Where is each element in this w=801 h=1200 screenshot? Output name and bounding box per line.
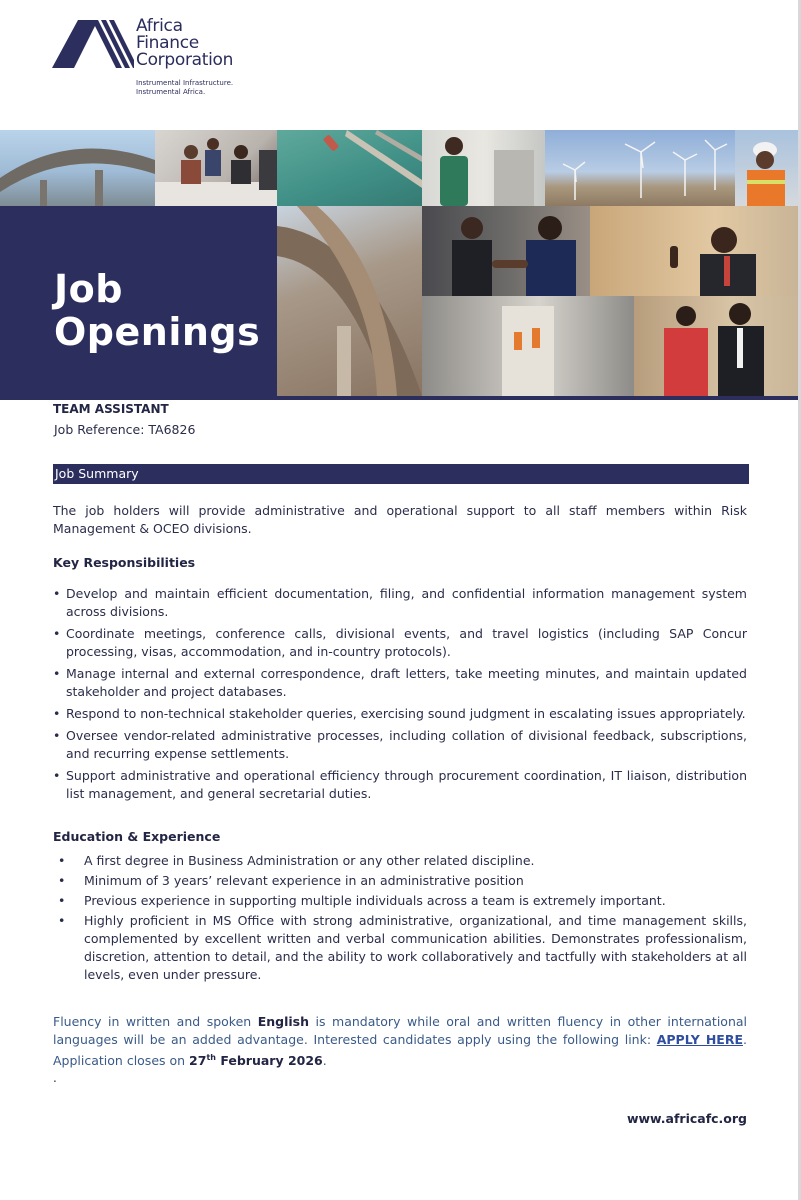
website-url: www.africafc.org [626, 1111, 747, 1126]
list-item: • Develop and maintain efficient documentation, filing, and confidential information management system across divisions. [53, 585, 747, 621]
company-name: Africa Finance Corporation [136, 16, 234, 70]
page-title: Job Openings [54, 267, 261, 354]
photo-corridor-workers [422, 296, 634, 396]
job-summary-header: Job Summary [53, 464, 749, 484]
company-tagline: Instrumental Infrastructure. Instrumental Africa. [136, 79, 234, 96]
banner-photo-collage [0, 130, 801, 400]
photo-woman-lab [422, 130, 545, 206]
list-item: • Minimum of 3 years’ relevant experience in an administrative position [53, 872, 747, 890]
list-item: • Manage internal and external correspondence, draft letters, take meeting minutes, and maintain updated stakeholder and project databases. [53, 665, 747, 701]
banner-bottom-rule [0, 396, 801, 400]
photo-two-professionals [634, 296, 798, 396]
list-item: • Respond to non-technical stakeholder queries, exercising sound judgment in escalating issues appropriately. [53, 705, 747, 723]
job-title: TEAM ASSISTANT [53, 402, 169, 416]
photo-handshake [422, 206, 590, 296]
photo-wind-turbines [545, 130, 735, 206]
responsibilities-list [53, 585, 747, 807]
responsibilities-heading: Key Responsibilities [53, 555, 196, 570]
application-deadline: 27th February 2026 [189, 1053, 323, 1069]
list-item: • Oversee vendor-related administrative processes, including collation of divisional feedback, subscriptions, and recurring expense settlements. [53, 727, 747, 763]
job-reference: Job Reference: TA6826 [54, 422, 196, 437]
photo-engineer-hardhat [735, 130, 798, 206]
afc-logo-icon [52, 20, 134, 70]
photo-office-meeting [155, 130, 277, 206]
closing-paragraph: Fluency in written and spoken English is mandatory while oral and written fluency in other international languages will be an added advantage. Interested candidates apply using the following link: APPLY HERE. Application closes on 27th February 2026. [53, 1014, 747, 1069]
photo-man-speaking [590, 206, 798, 296]
photo-port-aerial [277, 130, 422, 206]
apply-here-link[interactable]: APPLY HERE [656, 1032, 743, 1047]
list-item: • A first degree in Business Administration or any other related discipline. [53, 852, 747, 870]
company-logo [52, 18, 252, 98]
required-language: English [257, 1014, 310, 1029]
job-summary-text: The job holders will provide administrative and operational support to all staff members within Risk Management & OCEO divisions. [53, 503, 747, 536]
list-item: • Previous experience in supporting multiple individuals across a team is extremely important. [53, 892, 747, 910]
photo-highway-bridge [0, 130, 155, 206]
education-list [53, 852, 747, 986]
trailing-mark: . [53, 1071, 57, 1085]
photo-bridge-underside [277, 206, 422, 396]
list-item: • Support administrative and operational efficiency through procurement coordination, IT liaison, distribution list management, and general secretarial duties. [53, 767, 747, 803]
list-item: • Highly proficient in MS Office with strong administrative, organizational, and time management skills, complemented by excellent written and verbal communication abilities. Demonstrates professionalism, discretion, attention to detail, and the ability to work collaboratively and tactfully with stakeholders at all levels, even under pressure. [53, 912, 747, 984]
list-item: • Coordinate meetings, conference calls, divisional events, and travel logistics (including SAP Concur processing, visas, accommodation, and in-country protocols). [53, 625, 747, 661]
education-heading: Education & Experience [53, 829, 221, 844]
